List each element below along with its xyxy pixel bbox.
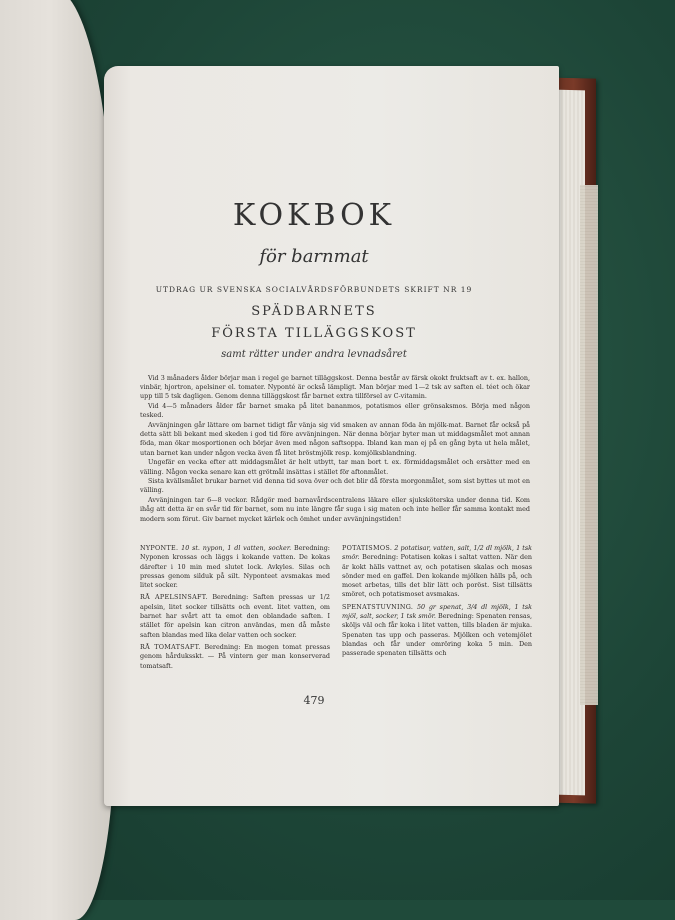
intro-paragraph: Ungefär en vecka efter att middagsmålet är helt utbytt, tar man bort t. ex. förmiddagsmålet och ersätter med en välling. Någon vecka senare kan ett grötmål insättas i stället för aftonmålet. [140,458,530,476]
page-number: 479 [303,694,325,707]
recipe-entry [140,544,330,590]
recipe-entry [140,593,330,639]
page-subtitle: för barnmat [259,246,369,267]
recipe-name: RÅ TOMATSAFT. [140,642,201,651]
recipe-entry [342,544,532,600]
recipe-name: NYPONTE. [140,544,179,552]
intro-paragraph: Vid 4—5 månaders ålder får barnet smaka på litet bananmos, potatismos eller grönsaksmos. Börja med någon tesked. [140,402,530,420]
intro-paragraph: Sista kvällsmålet brukar barnet vid denna tid sova över och det blir då första morgonmålet, som sist byttes ut mot en välling. [140,477,530,495]
recipe-text: Beredning: Spenaten rensas, sköljs väl och får koka i litet vatten, tills bladen är mjuka. Spenaten tas upp och passeras. Mjölken och vetemjölet blandas och får under omröring koka 5 min. Den passerade spenaten tillsätts och [342,612,532,658]
recipe-column-left [140,544,330,674]
page-content [104,66,559,806]
section-subheading: samt rätter under andra levnadsåret [221,349,407,360]
intro-paragraph: Vid 3 månaders ålder börjar man i regel ge barnet tilläggskost. Denna består av färsk okokt fruktsaft av t. ex. hallon, vinbär, hjortron, apelsiner el. tomater. Nyponté är också lämpligt. Man börjar med 1—2 tsk av saften el. téet och ökar upp till 5 tsk dagligen. Genom denna tilläggskost får barnet extra tillförsel av C-vitamin. [140,374,530,401]
recipe-entry [342,603,532,659]
section-heading-line2: FÖRSTA TILLÄGGSKOST [211,326,417,341]
recipe-ingredients: 2 potatisar, vatten, salt, 1/2 dl mjölk, 1 tsk smör. [342,544,532,562]
recipe-column-right [342,544,532,662]
page-title: KOKBOK [232,198,396,233]
source-line: UTDRAG UR SVENSKA SOCIALVÅRDSFÖRBUNDETS SKRIFT NR 19 [155,285,473,294]
binding-cloth [580,185,598,705]
recipe-name: POTATISMOS. [342,544,393,552]
section-heading-line1: SPÄDBARNETS [251,304,377,319]
book-page [104,66,559,806]
recipe-ingredients: 50 gr spenat, 3/4 dl mjölk, 1 tsk mjöl, salt, socker, 1 tsk smör. [342,602,532,621]
recipe-text: Beredning: Nyponen krossas och läggs i kokande vatten. De kokas därefter i 10 min med slutet lock. Avkyles. Silas och pressas genom silduk på silt. Nyponteet avsmakas med litet socker. [140,544,330,590]
recipe-text: Beredning: En mogen tomat pressas genom hårduksskt. — På vintern ger man konserverad tomatsaft. [140,642,330,670]
recipe-name: RÅ APELSINSAFT. [140,593,208,602]
intro-text [140,374,530,524]
recipe-text: Beredning: Potatisen kokas i saltat vatten. När den är kokt hälls vattnet av, och potatisen skalas och mosas sönder med en gaffel. Den kokande mjölken hälls på, och moset arbetas, tills det blir lätt och poröst. Sist tillsätts smöret, och potatismoset avsmakas. [342,553,532,599]
recipe-entry [140,643,330,671]
recipe-text: Beredning: Saften pressas ur 1/2 apelsin, litet socker tillsätts och event. litet vatten, om barnet har svårt att ta emot den oblandade saften. I stället för apelsin kan citron användas, men då måste saften blandas med lika delar vatten och socker. [140,593,330,639]
recipe-name: SPENATSTUVNING. [342,602,414,611]
recipe-ingredients: 10 st. nypon, 1 dl vatten, socker. [181,544,292,552]
left-page-curl [0,0,115,920]
intro-paragraph: Avvänjningen går lättare om barnet tidigt får vänja sig vid smaken av annan föda än mjölk-mat. Barnet får också på detta sätt bli bekant med skeden i god tid före avvänjningen. När denna börjar byter man ut middagsmålet mot annan föda, man ökar mosportionen och börjar även med någon saftsoppa. Ibland kan man ej på en gång byta ut hela målet, utan barnet kan under någon vecka även få litet bröstmjölk resp. komjölksblandning. [140,421,530,457]
intro-paragraph: Avvänjningen tar 6—8 veckor. Rådgör med barnavårdscentralens läkare eller sjuksköterska under denna tid. Kom ihåg att detta är en svår tid för barnet, som nu inte längre får suga i sig maten och inte heller får samma kontakt med modern som förut. Giv barnet mycket kärlek och ömhet under avvänjningstiden! [140,496,530,523]
